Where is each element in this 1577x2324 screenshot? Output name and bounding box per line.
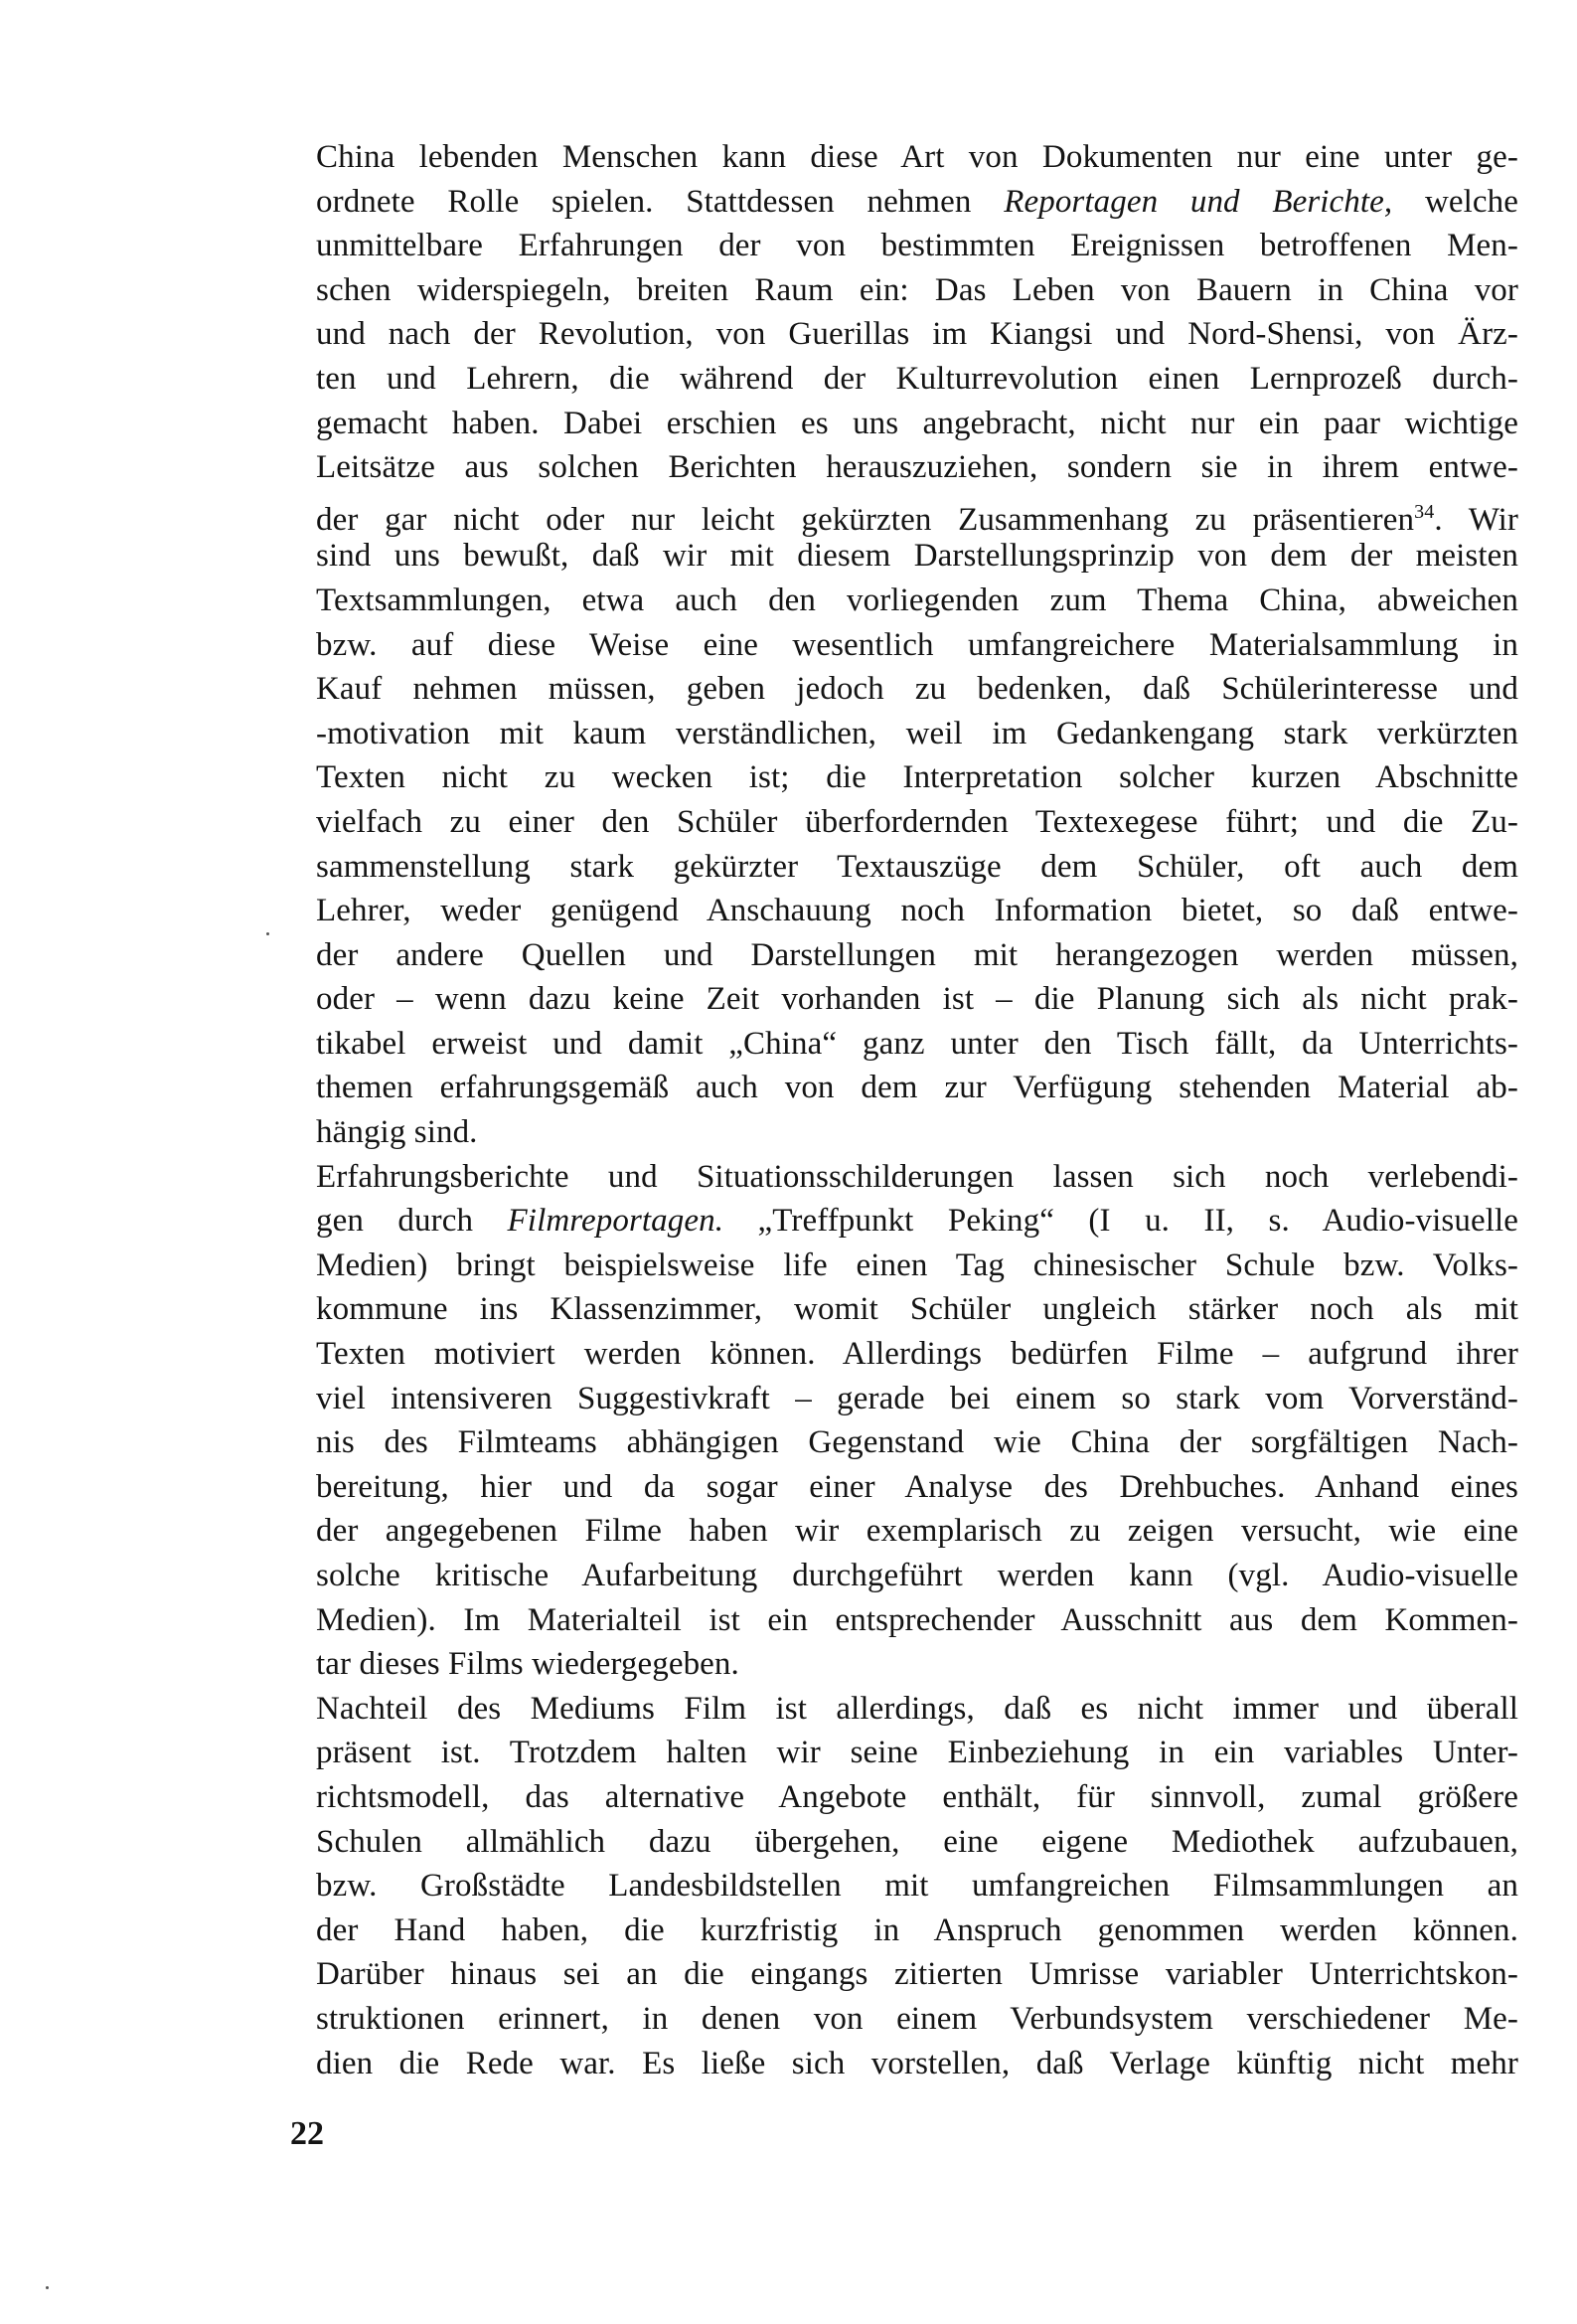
text-line: gemacht haben. Dabei erschien es uns angebracht, nicht nur ein paar wichtige bbox=[316, 405, 1518, 441]
text-line: ordnete Rolle spielen. Stattdessen nehmen Reportagen und Berichte, welche bbox=[316, 183, 1518, 220]
text-line: Medien). Im Materialteil ist ein entsprechender Ausschnitt aus dem Kommen- bbox=[316, 1601, 1518, 1638]
text-line: Medien) bringt beispielsweise life einen Tag chinesischer Schule bzw. Volks- bbox=[316, 1246, 1518, 1283]
text-line: sammenstellung stark gekürzter Textauszüge dem Schüler, oft auch dem bbox=[316, 848, 1518, 885]
italic-emphasis: Filmreportagen. bbox=[507, 1203, 724, 1240]
text-line: unmittelbare Erfahrungen der von bestimmten Ereignissen betroffenen Men- bbox=[316, 228, 1518, 264]
text-line: themen erfahrungsgemäß auch von dem zur Verfügung stehenden Material ab- bbox=[316, 1070, 1518, 1106]
scan-speck bbox=[266, 932, 269, 935]
text-line: dien die Rede war. Es ließe sich vorstellen, daß Verlage künftig nicht mehr bbox=[316, 2045, 1518, 2081]
text-line: Nachteil des Mediums Film ist allerdings, daß es nicht immer und überall bbox=[316, 1690, 1518, 1727]
text-line: Textsammlungen, etwa auch den vorliegenden zum Thema China, abweichen bbox=[316, 581, 1518, 618]
text-line: Leitsätze aus solchen Berichten herauszuziehen, sondern sie in ihrem entwe- bbox=[316, 449, 1518, 486]
text-line: -motivation mit kaum verständlichen, weil im Gedankengang stark verkürzten bbox=[316, 715, 1518, 751]
text-line: Darüber hinaus sei an die eingangs zitierten Umrisse variabler Unterrichtskon- bbox=[316, 1956, 1518, 1993]
text-line: China lebenden Menschen kann diese Art von Dokumenten nur eine unter ge- bbox=[316, 139, 1518, 175]
text-line: nis des Filmteams abhängigen Gegenstand wie China der sorgfältigen Nach- bbox=[316, 1424, 1518, 1461]
text-line: tar dieses Films wiedergegeben. bbox=[316, 1646, 739, 1683]
text-line: Texten nicht zu wecken ist; die Interpretation solcher kurzen Abschnitte bbox=[316, 759, 1518, 796]
text-line: Erfahrungsberichte und Situationsschilderungen lassen sich noch verlebendi- bbox=[316, 1158, 1518, 1195]
text-line: der Hand haben, die kurzfristig in Anspruch genommen werden können. bbox=[316, 1911, 1518, 1948]
text-line: bzw. auf diese Weise eine wesentlich umfangreichere Materialsammlung in bbox=[316, 626, 1518, 663]
text-line: ten und Lehrern, die während der Kulturrevolution einen Lernprozeß durch- bbox=[316, 360, 1518, 397]
text-line: vielfach zu einer den Schüler überfordernden Textexegese führt; und die Zu- bbox=[316, 803, 1518, 840]
text-line: sind uns bewußt, daß wir mit diesem Darstellungsprinzip von dem der meisten bbox=[316, 538, 1518, 575]
text-line: schen widerspiegeln, breiten Raum ein: Das Leben von Bauern in China vor bbox=[316, 271, 1518, 308]
text-line: solche kritische Aufarbeitung durchgeführt werden kann (vgl. Audio-visuelle bbox=[316, 1558, 1518, 1593]
text-line: Lehrer, weder genügend Anschauung noch Information bietet, so daß entwe- bbox=[316, 893, 1518, 929]
text-line: tikabel erweist und damit „China“ ganz unter den Tisch fällt, da Unterrichts- bbox=[316, 1025, 1518, 1062]
italic-emphasis: Reportagen und Berichte, bbox=[1004, 183, 1393, 220]
text-line: viel intensiveren Suggestivkraft – gerade bei einem so stark vom Vorverständ- bbox=[316, 1380, 1518, 1416]
text-line: richtsmodell, das alternative Angebote enthält, für sinnvoll, zumal größere bbox=[316, 1778, 1518, 1815]
text-line: kommune ins Klassenzimmer, womit Schüler ungleich stärker noch als mit bbox=[316, 1291, 1518, 1328]
footnote-marker: 34 bbox=[1414, 500, 1435, 523]
text-line: Schulen allmählich dazu übergehen, eine eigene Mediothek aufzubauen, bbox=[316, 1823, 1518, 1860]
text-line: der angegebenen Filme haben wir exemplarisch zu zeigen versucht, wie eine bbox=[316, 1513, 1518, 1550]
text-line: präsent ist. Trotzdem halten wir seine Einbeziehung in ein variables Unter- bbox=[316, 1735, 1518, 1771]
body-text bbox=[316, 135, 1518, 2085]
text-line: hängig sind. bbox=[316, 1114, 478, 1151]
text-line: der andere Quellen und Darstellungen mit herangezogen werden müssen, bbox=[316, 936, 1518, 973]
text-line: und nach der Revolution, von Guerillas im Kiangsi und Nord-Shensi, von Ärz- bbox=[316, 316, 1518, 353]
page-number: 22 bbox=[290, 2115, 324, 2152]
text-line: oder – wenn dazu keine Zeit vorhanden ist – die Planung sich als nicht prak- bbox=[316, 981, 1518, 1018]
text-line: struktionen erinnert, in denen von einem Verbundsystem verschiedener Me- bbox=[316, 2000, 1518, 2037]
text-line: bereitung, hier und da sogar einer Analyse des Drehbuches. Anhand eines bbox=[316, 1468, 1518, 1505]
text-line: gen durch Filmreportagen. „Treffpunkt Peking“ (I u. II, s. Audio-visuelle bbox=[316, 1203, 1518, 1240]
text-line: der gar nicht oder nur leicht gekürzten Zusammenhang zu präsentieren$^{34}$. Wir bbox=[316, 500, 1519, 538]
text-line: Kauf nehmen müssen, geben jedoch zu bedenken, daß Schülerinteresse und bbox=[316, 671, 1518, 708]
scan-speck bbox=[46, 2286, 49, 2289]
text-line: Texten motiviert werden können. Allerdings bedürfen Filme – aufgrund ihrer bbox=[316, 1336, 1518, 1373]
text-line: bzw. Großstädte Landesbildstellen mit umfangreichen Filmsammlungen an bbox=[316, 1868, 1518, 1905]
